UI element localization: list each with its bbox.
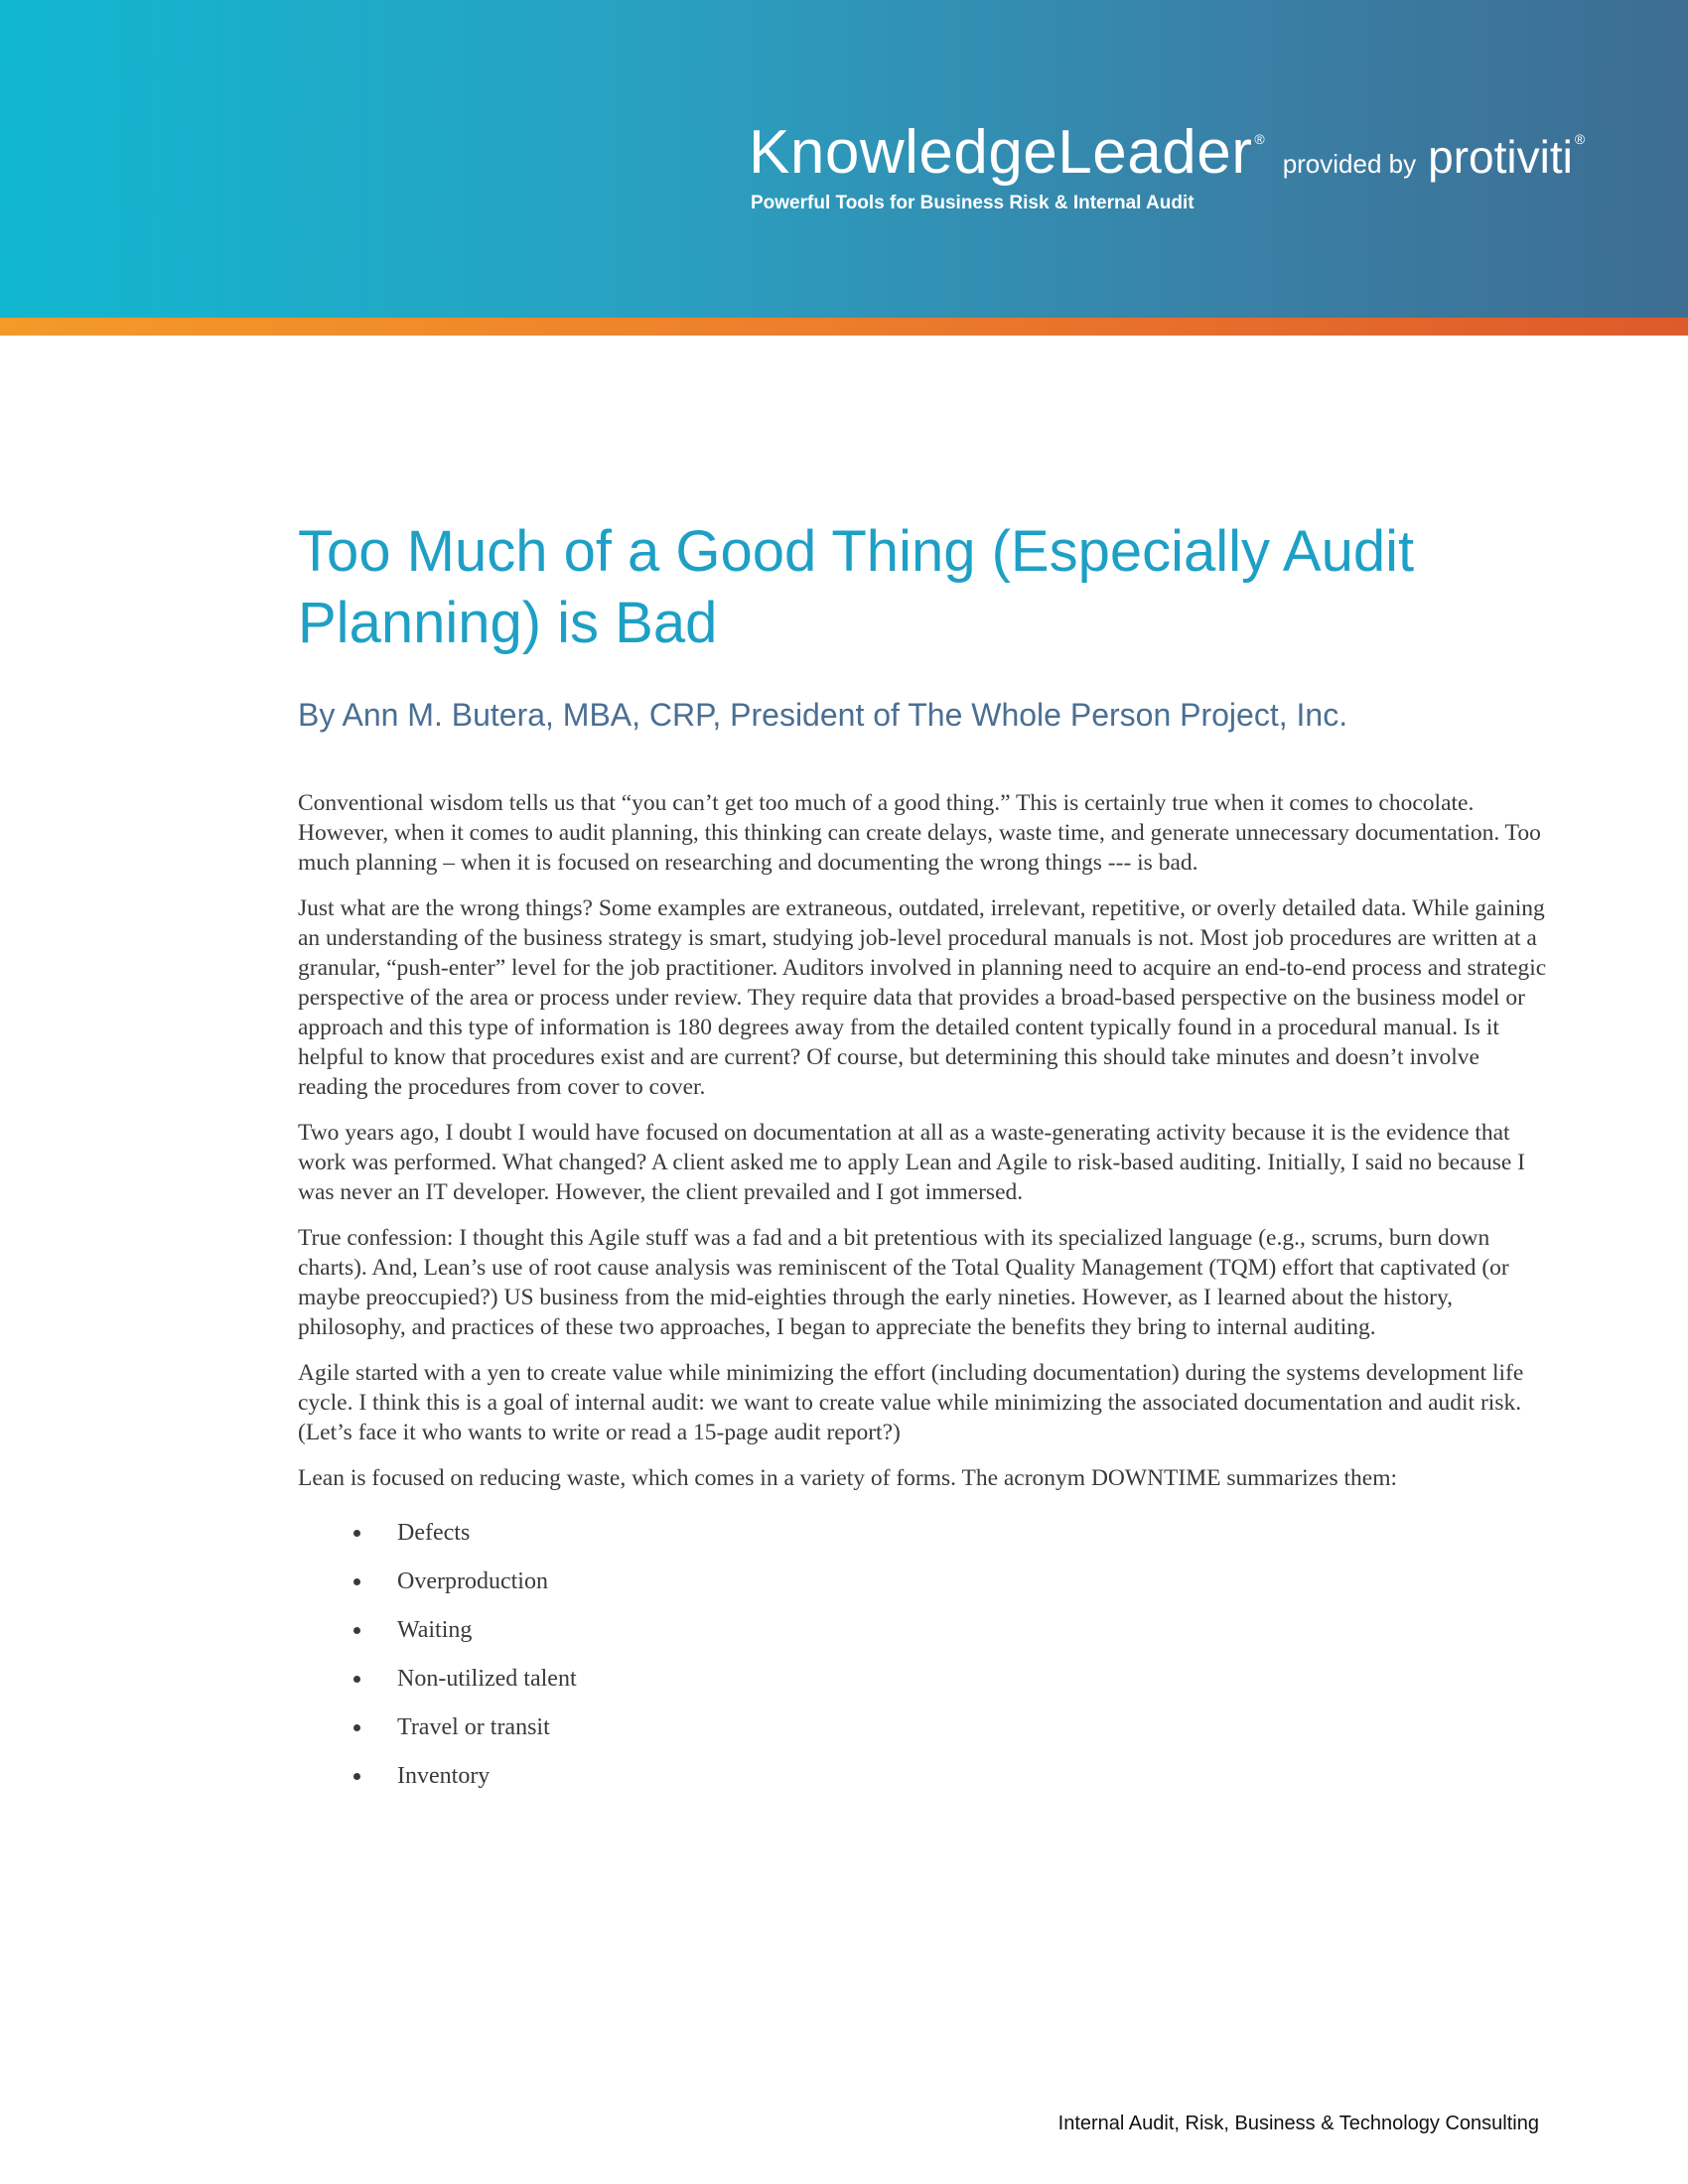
list-item-text: Inventory: [397, 1763, 491, 1789]
paragraph: True confession: I thought this Agile stuff was a fad and a bit pretentious with its specialized language (e.g., scrums, burn down charts). And, Lean’s use of root cause analysis was reminiscent of the Total Quality Management (TQM) effort that captivated (or maybe preoccupied?) US business from the mid-eighties through the early nineties. However, as I learned about the history, philosophy, and practices of these two approaches, I began to appreciate the benefits they bring to internal auditing.: [298, 1225, 1509, 1340]
article-byline: By Ann M. Butera, MBA, CRP, President of The Whole Person Project, Inc.: [298, 697, 1348, 733]
list-item: [298, 1752, 1549, 1801]
list-item: [298, 1704, 1549, 1752]
header-accent-stripe: [0, 318, 1688, 336]
company-registered-mark: ®: [1574, 131, 1586, 147]
list-item: [298, 1558, 1549, 1606]
list-item-text: Waiting: [397, 1617, 473, 1643]
brand-tagline: Powerful Tools for Business Risk & Internal Audit: [751, 193, 1195, 213]
company-name: protiviti: [1428, 131, 1573, 183]
brand-logo: [749, 117, 1585, 188]
list-item: [298, 1509, 1549, 1558]
list-item-text: Non-utilized talent: [397, 1666, 577, 1692]
paragraph: Lean is focused on reducing waste, which comes in a variety of forms. The acronym DOWNTIME summarizes them:: [298, 1465, 1398, 1491]
downtime-list: [298, 1509, 1549, 1801]
article-title: Too Much of a Good Thing (Especially Audit Planning) is Bad: [298, 519, 1415, 655]
paragraph: Conventional wisdom tells us that “you can’t get too much of a good thing.” This is certainly true when it comes to chocolate. However, when it comes to audit planning, this thinking can create delays, waste time, and generate unnecessary documentation. Too much planning – when it is focused on researching and documenting the wrong things --- is bad.: [298, 790, 1541, 876]
list-item-text: Defects: [397, 1520, 471, 1546]
list-item: [298, 1655, 1549, 1704]
bullet-icon: [353, 1724, 360, 1731]
paragraph: Two years ago, I doubt I would have focused on documentation at all as a waste-generating activity because it is the evidence that work was performed. What changed? A client asked me to apply Lean and Agile to risk-based auditing. Initially, I said no because I was never an IT developer. However, the client prevailed and I got immersed.: [298, 1120, 1525, 1205]
paragraph: Agile started with a yen to create value while minimizing the effort (including documentation) during the systems development life cycle. I think this is a goal of internal audit: we want to create value while minimizing the associated documentation and audit risk. (Let’s face it who wants to write or read a 15-page audit report?): [298, 1360, 1524, 1445]
bullet-icon: [353, 1676, 360, 1683]
list-item-text: Travel or transit: [397, 1714, 550, 1740]
bullet-icon: [353, 1530, 360, 1537]
brand-registered-mark: ®: [1254, 131, 1265, 147]
bullet-icon: [353, 1578, 360, 1585]
article-body: [298, 788, 1549, 1801]
footer-text: Internal Audit, Risk, Business & Technology Consulting: [1057, 2113, 1539, 2134]
paragraph: Just what are the wrong things? Some examples are extraneous, outdated, irrelevant, repetitive, or overly detailed data. While gaining an understanding of the business strategy is smart, studying job-level procedural manuals is not. Most job procedures are written at a granular, “push-enter” level for the job practitioner. Auditors involved in planning need to acquire an end-to-end process and strategic perspective of the area or process under review. They require data that provides a broad-based perspective on the business model or approach and this type of information is 180 degrees away from the detailed content typically found in a procedural manual. Is it helpful to know that procedures exist and are current? Of course, but determining this should take minutes and doesn’t involve reading the procedures from cover to cover.: [298, 895, 1547, 1100]
brand-name: KnowledgeLeader: [749, 118, 1253, 187]
list-item-text: Overproduction: [397, 1569, 548, 1594]
list-item: [298, 1606, 1549, 1655]
provided-by-text: provided by: [1282, 149, 1417, 179]
bullet-icon: [353, 1773, 360, 1780]
bullet-icon: [353, 1627, 360, 1634]
